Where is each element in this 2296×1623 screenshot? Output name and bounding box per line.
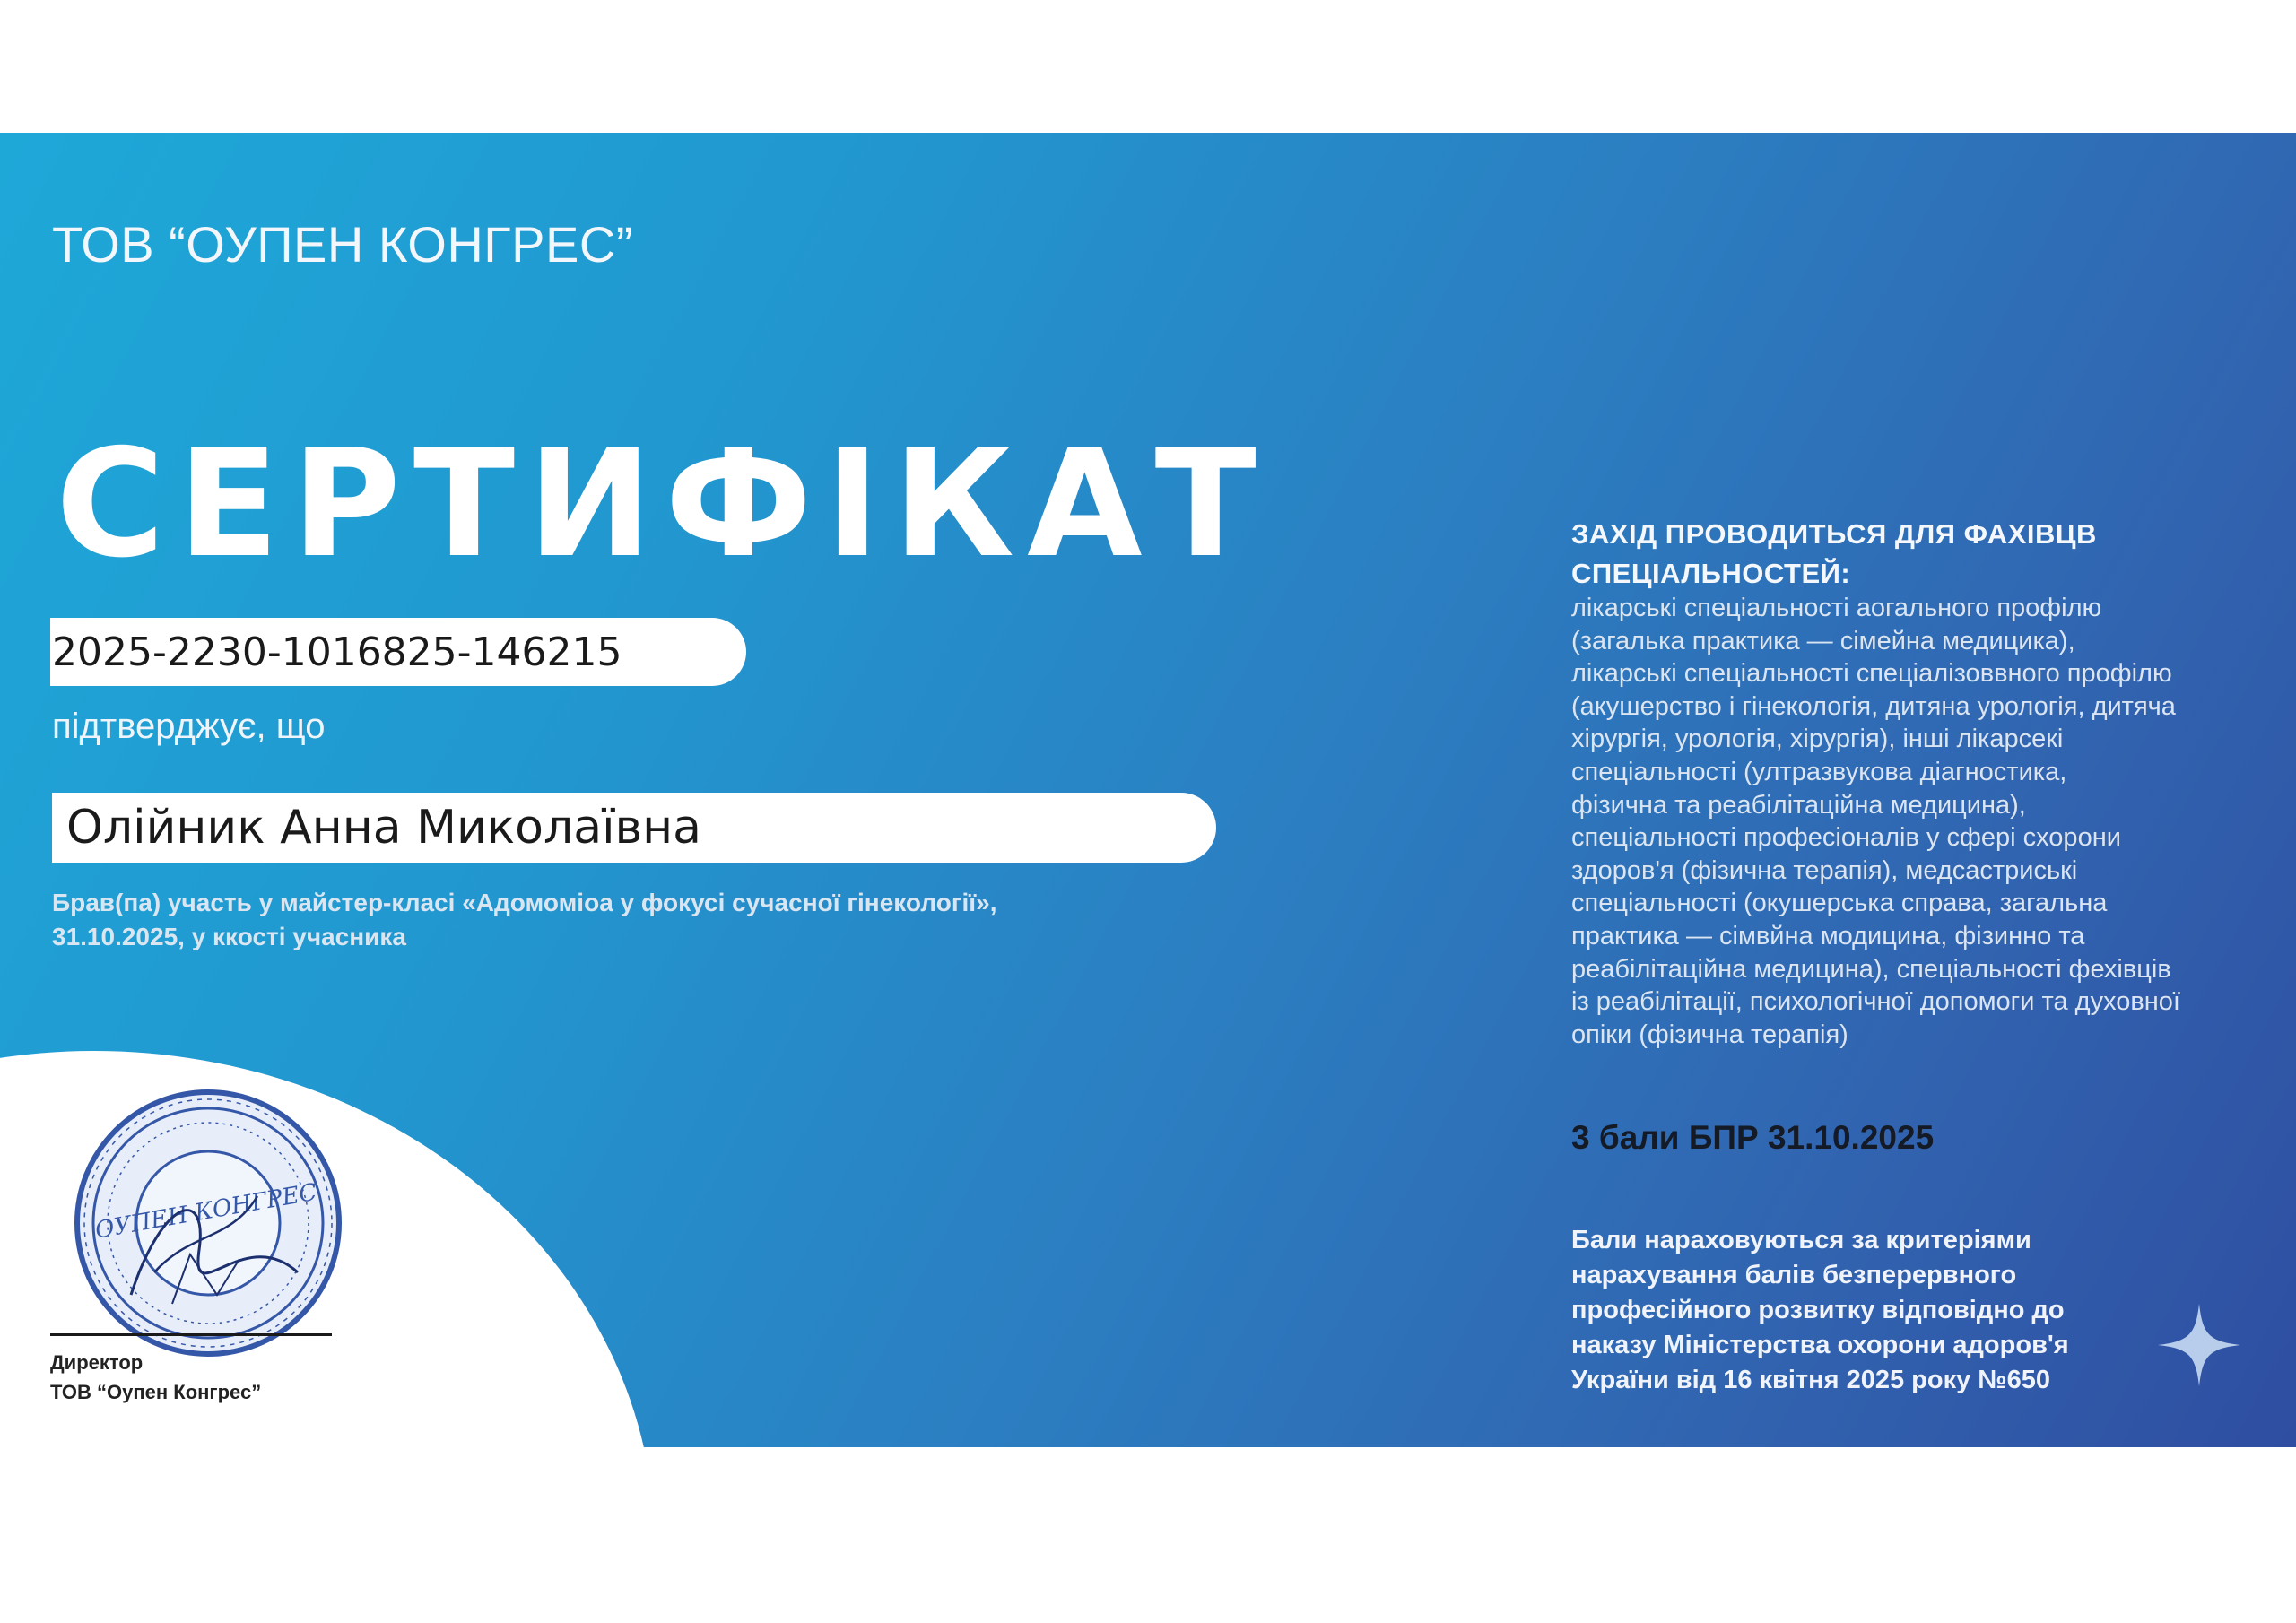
signature-org: ТОВ “Оупен Конгрес” xyxy=(50,1381,262,1403)
specialties-line: лікарські спеціальності аогального профілю xyxy=(1571,594,2102,622)
specialties-line: хірургія, урологія, хірургія), інші лікарсекі xyxy=(1571,725,2064,754)
participant-name: Олійник Анна Миколаївна xyxy=(66,801,702,855)
specialties-line: здоров'я (фізична терапія), медсастриські xyxy=(1571,855,2078,885)
participation-line: Брав(па) участь у майстер-класі «Адомоміоа у фокусі сучасної гінекології», xyxy=(52,889,997,916)
specialties-line: (акушерство і гінекологія, дитяна урологія, дитяча xyxy=(1571,691,2176,721)
certificate-number: 2025-2230-1016825-146215 xyxy=(52,629,622,675)
organization-name: ТОВ “ОУПЕН КОНГРЕС” xyxy=(52,216,633,273)
specialties-line: практика — сімвйна модицина, фізинно та xyxy=(1571,921,2085,950)
specialties-line: фізична та реабілітаційна медицина), xyxy=(1571,790,2026,820)
specialties-line: (загалька практика — сімейна медицика), xyxy=(1571,626,2075,655)
participation-text xyxy=(52,886,1128,954)
points-note-line: професійного розвитку відповідно до xyxy=(1571,1296,2065,1324)
signature-caption xyxy=(50,1348,261,1407)
svg-text:ОУПЕН КОНГРЕС: ОУПЕН КОНГРЕС xyxy=(92,1178,319,1245)
points-note-line: нарахування балів безперервного xyxy=(1571,1261,2017,1289)
points-note-line: Бали нараховуються за критеріями xyxy=(1571,1226,2031,1254)
seal-icon xyxy=(74,1089,343,1358)
specialties-heading-line: СПЕЦІАЛЬНОСТЕЙ: xyxy=(1571,558,1851,589)
specialties-heading-line: ЗАХІД ПРОВОДИТЬСЯ ДЛЯ ФАХІВЦВ xyxy=(1571,518,2097,550)
specialties-line: спеціальності професіоналів у сфері схорони xyxy=(1571,823,2121,853)
specialties-heading xyxy=(1571,515,2253,594)
certificate-number-field xyxy=(50,618,746,686)
specialties-line: лікарські спеціальності спеціалізоввного профілю xyxy=(1571,659,2172,689)
specialties-list xyxy=(1571,592,2271,1051)
sparkle-icon xyxy=(2156,1302,2242,1388)
specialties-line: спеціальності (окушерська справа, загальна xyxy=(1571,889,2108,918)
signature-line xyxy=(50,1333,332,1336)
points-note xyxy=(1571,1223,2253,1398)
participation-line: 31.10.2025, у ккості учасника xyxy=(52,923,406,950)
specialties-line: спеціальності (ултразвукова діагностика, xyxy=(1571,757,2067,786)
points-note-line: наказу Міністерства охорони адоров'я xyxy=(1571,1331,2069,1359)
participant-name-field xyxy=(52,793,1216,863)
signature-title: Директор xyxy=(50,1351,144,1374)
certificate-card xyxy=(0,133,2296,1447)
points-note-line: України від 16 квітня 2025 року №650 xyxy=(1571,1366,2051,1394)
specialties-line: опіки (фізична терапія) xyxy=(1571,1020,1848,1049)
specialties-line: реабілітаційна медицина), спеціальності фехівців xyxy=(1571,954,2171,984)
bpr-points: 3 бали БПР 31.10.2025 xyxy=(1571,1119,1935,1156)
certificate-title: СЕРТИФІКАТ xyxy=(56,418,1269,591)
confirms-label: підтверджує, що xyxy=(52,707,326,746)
specialties-line: із реабілітації, психологічної допомоги та духовної xyxy=(1571,987,2180,1017)
